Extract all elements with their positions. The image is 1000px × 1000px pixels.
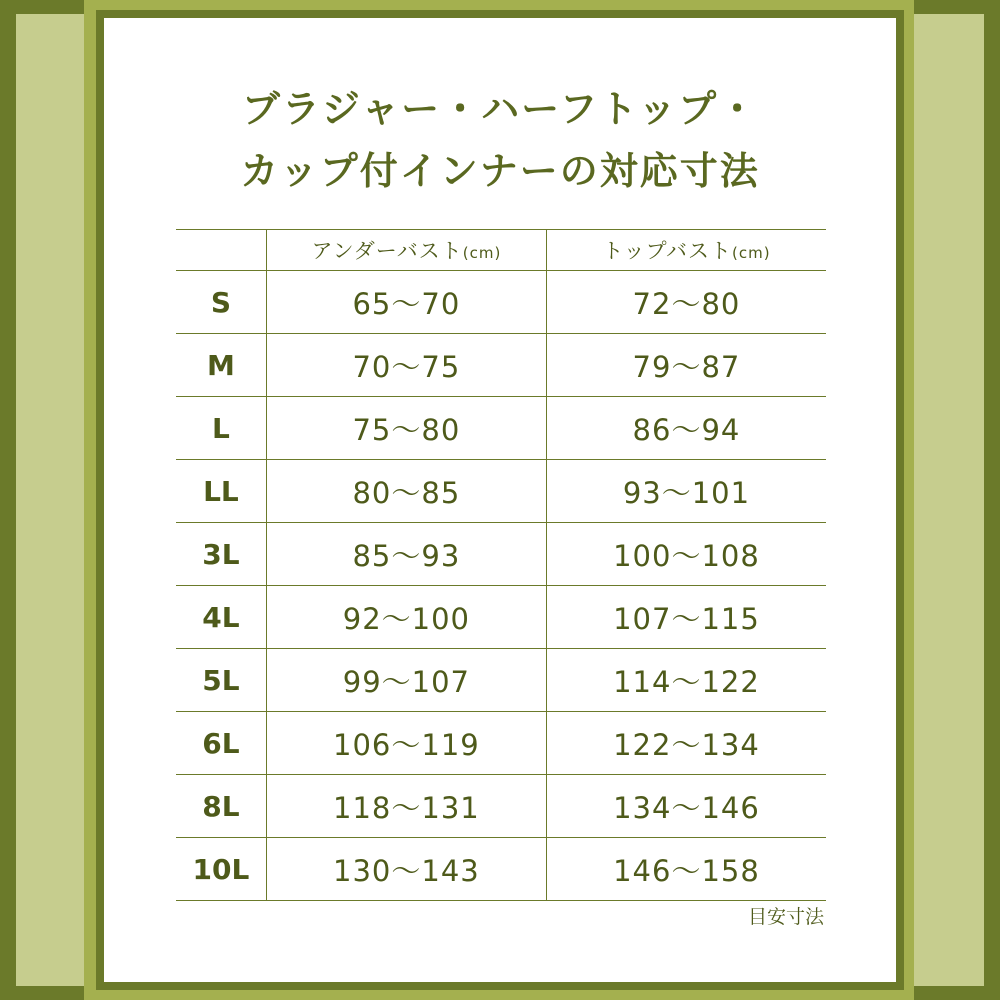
- size-label: 5L: [176, 649, 266, 712]
- under-bust-value: 85～93: [266, 523, 546, 586]
- size-label: 4L: [176, 586, 266, 649]
- size-label: L: [176, 397, 266, 460]
- top-bust-value: 114～122: [613, 664, 760, 699]
- table-row: [176, 775, 826, 838]
- under-bust-value: 80～85: [266, 460, 546, 523]
- table-row: [176, 334, 826, 397]
- size-label: LL: [176, 460, 266, 523]
- top-bust-value: 79～87: [632, 349, 741, 384]
- table-row: [176, 712, 826, 775]
- size-label: 6L: [176, 712, 266, 775]
- under-bust-value: 92～100: [266, 586, 546, 649]
- under-bust-value: 75～80: [266, 397, 546, 460]
- top-bust-value: 146～158: [613, 853, 760, 888]
- table-row: [176, 523, 826, 586]
- top-bust-value: 72～80: [632, 286, 741, 321]
- size-label: 10L: [176, 838, 266, 901]
- under-bust-value: 70～75: [266, 334, 546, 397]
- table-row: [176, 460, 826, 523]
- under-bust-value: 99～107: [266, 649, 546, 712]
- size-label: M: [176, 334, 266, 397]
- top-bust-value: 100～108: [613, 538, 760, 573]
- under-bust-value: 118～131: [266, 775, 546, 838]
- top-bust-value: 93～101: [622, 475, 751, 510]
- under-bust-value: 65～70: [266, 271, 546, 334]
- page-title-line1: ブラジャー・ハーフトップ・: [241, 86, 759, 131]
- top-bust-value: 134～146: [613, 790, 760, 825]
- top-bust-value: 122～134: [613, 727, 760, 762]
- page-title-line2: カップ付インナーの対応寸法: [240, 148, 760, 193]
- under-bust-value: 106～119: [266, 712, 546, 775]
- header-size: [176, 230, 266, 271]
- size-label: 3L: [176, 523, 266, 586]
- header-under-bust: アンダーバスト(cm): [266, 230, 546, 271]
- under-bust-value: 130～143: [266, 838, 546, 901]
- table-row: [176, 271, 826, 334]
- footnote: 目安寸法: [747, 906, 824, 928]
- table-row: [176, 649, 826, 712]
- table-header-row: [176, 230, 826, 271]
- header-top-bust: トップバスト(cm): [602, 239, 771, 263]
- table-row: [176, 586, 826, 649]
- top-bust-value: 86～94: [632, 412, 741, 447]
- size-table: [176, 229, 826, 901]
- size-label: 8L: [176, 775, 266, 838]
- size-label: S: [176, 271, 266, 334]
- top-bust-value: 107～115: [613, 601, 760, 636]
- table-row: [176, 838, 826, 901]
- table-row: [176, 397, 826, 460]
